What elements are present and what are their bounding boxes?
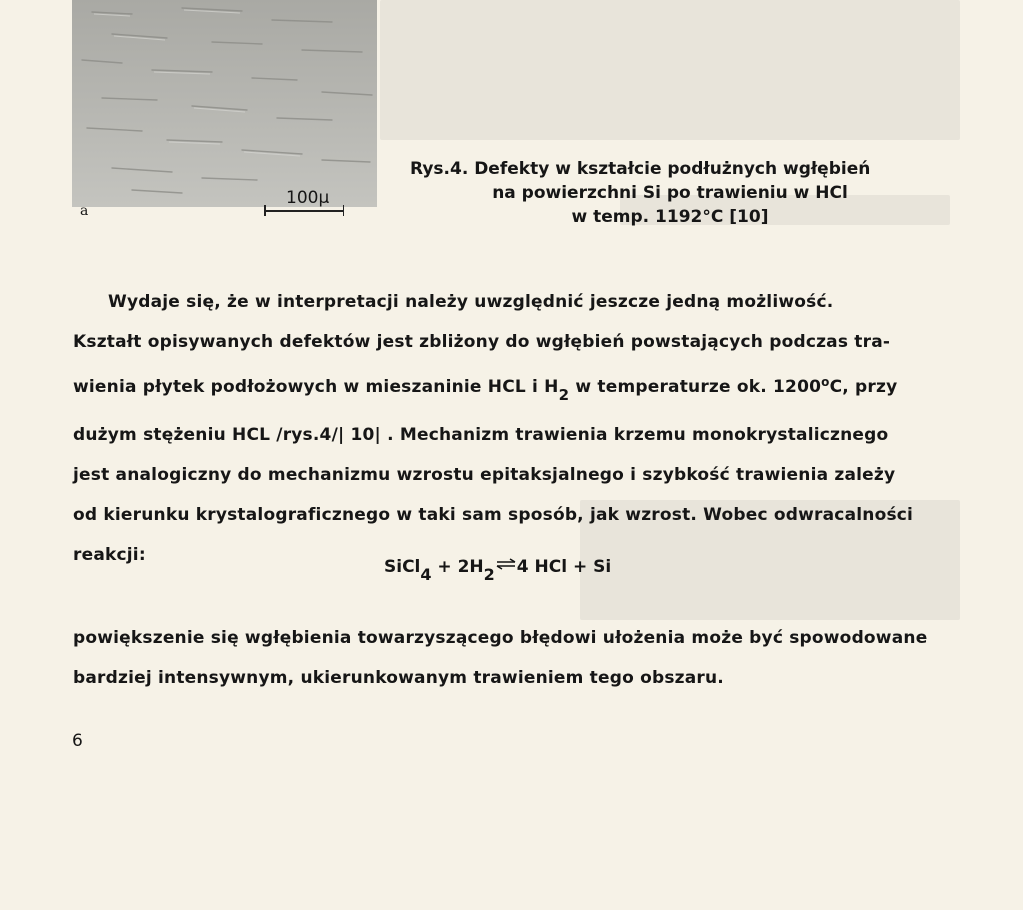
equation-reactant-sicl: SiCl xyxy=(384,557,421,577)
figure-panel-label: a xyxy=(80,203,89,219)
caption-line-3: w temp. 1192°C [10] xyxy=(571,207,769,227)
line-3-middle: w temperaturze ok. 1200 xyxy=(569,377,822,397)
equation-sub-4: 4 xyxy=(420,565,432,584)
paragraph-2-line-2: bardziej intensywnym, ukierunkowanym trawieniem tego obszaru. xyxy=(73,668,724,688)
h2-subscript: 2 xyxy=(558,386,570,404)
figure-caption xyxy=(410,157,930,229)
line-3-tail: C, przy xyxy=(829,377,898,397)
paragraph-1-line-2: Kształt opisywanych defektów jest zbliżony do wgłębień powstających podczas tra- xyxy=(73,332,891,352)
micrograph-texture xyxy=(72,0,377,207)
equation-sub-2: 2 xyxy=(483,565,495,584)
caption-line-1: Rys.4. Defekty w kształcie podłużnych wgłębień xyxy=(410,159,871,179)
degree-superscript: o xyxy=(821,375,830,389)
equation-plus-2h: + 2H xyxy=(431,557,484,577)
line-3-start: wienia płytek podłożowych w mieszaninie HCL i H xyxy=(73,377,559,397)
paragraph-1 xyxy=(73,282,955,575)
page-number: 6 xyxy=(72,731,83,751)
scale-bar-label: 100μ xyxy=(286,188,330,208)
paragraph-1-line-3 xyxy=(73,362,955,415)
bleed-through-block-top xyxy=(380,0,960,140)
paragraph-1-line-7: reakcji: xyxy=(73,545,146,565)
equation-products: 4 HCl + Si xyxy=(516,557,612,577)
paragraph-1-line-6: od kierunku krystalograficznego w taki sam sposób, jak wzrost. Wobec odwracalności xyxy=(73,505,914,525)
paragraph-2 xyxy=(73,618,955,698)
scale-bar xyxy=(264,210,344,212)
paragraph-2-line-1: powiększenie się wgłębienia towarzyszącego błędowi ułożenia może być spowodowane xyxy=(73,628,928,648)
paragraph-1-line-1: Wydaje się, że w interpretacji należy uwzględnić jeszcze jedną możliwość. xyxy=(108,292,834,312)
chemical-equation xyxy=(384,557,611,584)
micrograph-photo xyxy=(72,0,377,207)
caption-line-2: na powierzchni Si po trawieniu w HCl xyxy=(492,183,848,203)
equilibrium-arrows-icon xyxy=(495,558,517,570)
paragraph-1-line-5: jest analogiczny do mechanizmu wzrostu epitaksjalnego i szybkość trawienia zależy xyxy=(73,465,896,485)
paragraph-1-line-4: dużym stężeniu HCL /rys.4/| 10| . Mechanizm trawienia krzemu monokrystalicznego xyxy=(73,425,889,445)
